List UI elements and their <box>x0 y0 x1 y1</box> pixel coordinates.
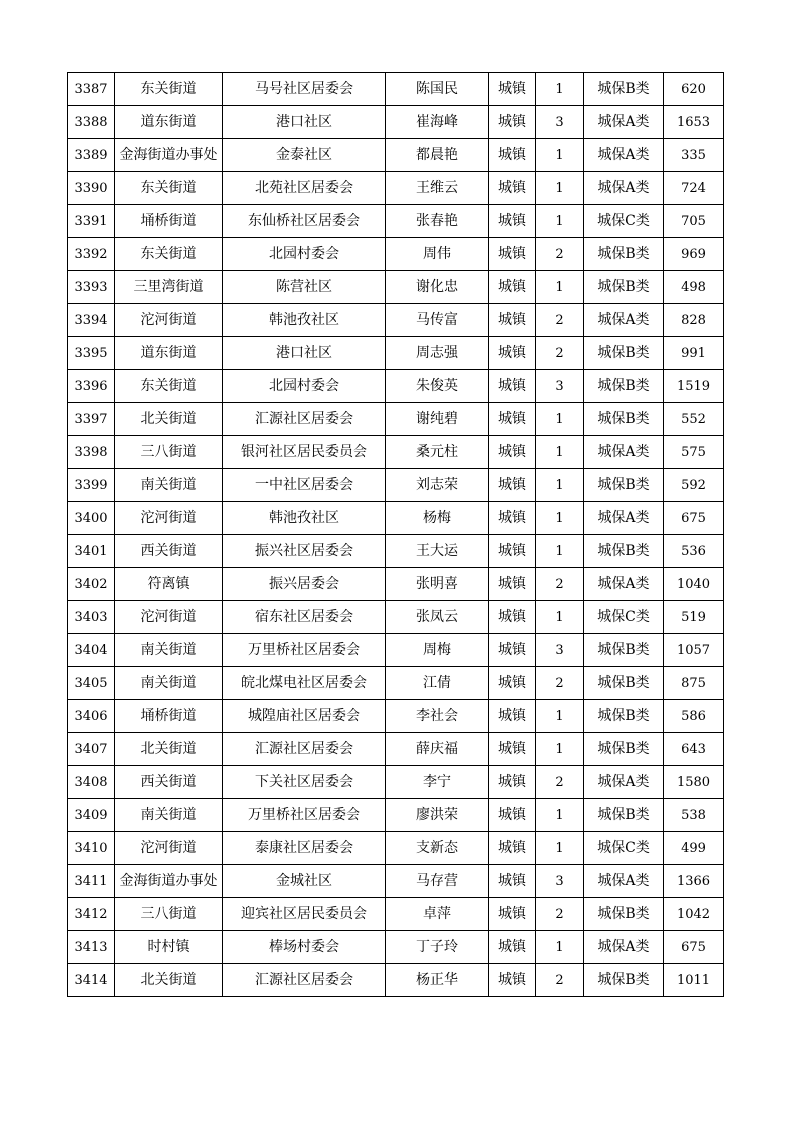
household-count-cell: 2 <box>536 304 584 337</box>
person-name-cell: 李宁 <box>386 766 489 799</box>
street-cell: 东关街道 <box>115 172 223 205</box>
street-cell: 东关街道 <box>115 238 223 271</box>
street-cell: 东关街道 <box>115 370 223 403</box>
household-count-cell: 1 <box>536 469 584 502</box>
community-cell: 汇源社区居委会 <box>223 964 386 997</box>
community-cell: 一中社区居委会 <box>223 469 386 502</box>
community-cell: 北园村委会 <box>223 370 386 403</box>
street-cell: 道东街道 <box>115 337 223 370</box>
area-type-cell: 城镇 <box>489 403 536 436</box>
community-cell: 北园村委会 <box>223 238 386 271</box>
record-id-cell: 3389 <box>68 139 115 172</box>
amount-cell: 575 <box>664 436 724 469</box>
person-name-cell: 王维云 <box>386 172 489 205</box>
area-type-cell: 城镇 <box>489 370 536 403</box>
category-cell: 城保B类 <box>584 799 664 832</box>
household-count-cell: 1 <box>536 172 584 205</box>
category-cell: 城保B类 <box>584 469 664 502</box>
amount-cell: 335 <box>664 139 724 172</box>
table-row <box>68 271 724 304</box>
area-type-cell: 城镇 <box>489 502 536 535</box>
area-type-cell: 城镇 <box>489 139 536 172</box>
street-cell: 南关街道 <box>115 667 223 700</box>
area-type-cell: 城镇 <box>489 238 536 271</box>
household-count-cell: 1 <box>536 700 584 733</box>
person-name-cell: 李社会 <box>386 700 489 733</box>
table-row <box>68 733 724 766</box>
person-name-cell: 支新态 <box>386 832 489 865</box>
record-id-cell: 3412 <box>68 898 115 931</box>
table-row <box>68 238 724 271</box>
community-cell: 汇源社区居委会 <box>223 403 386 436</box>
household-count-cell: 2 <box>536 667 584 700</box>
table-row <box>68 634 724 667</box>
area-type-cell: 城镇 <box>489 667 536 700</box>
record-id-cell: 3396 <box>68 370 115 403</box>
amount-cell: 538 <box>664 799 724 832</box>
street-cell: 沱河街道 <box>115 304 223 337</box>
amount-cell: 1366 <box>664 865 724 898</box>
person-name-cell: 杨正华 <box>386 964 489 997</box>
person-name-cell: 桑元柱 <box>386 436 489 469</box>
table-row <box>68 535 724 568</box>
amount-cell: 498 <box>664 271 724 304</box>
category-cell: 城保C类 <box>584 832 664 865</box>
street-cell: 北关街道 <box>115 964 223 997</box>
amount-cell: 875 <box>664 667 724 700</box>
area-type-cell: 城镇 <box>489 271 536 304</box>
table-row <box>68 898 724 931</box>
street-cell: 南关街道 <box>115 469 223 502</box>
amount-cell: 1011 <box>664 964 724 997</box>
table-row <box>68 832 724 865</box>
category-cell: 城保A类 <box>584 172 664 205</box>
category-cell: 城保B类 <box>584 667 664 700</box>
record-id-cell: 3409 <box>68 799 115 832</box>
person-name-cell: 马传富 <box>386 304 489 337</box>
category-cell: 城保A类 <box>584 502 664 535</box>
category-cell: 城保B类 <box>584 403 664 436</box>
area-type-cell: 城镇 <box>489 898 536 931</box>
person-name-cell: 丁子玲 <box>386 931 489 964</box>
area-type-cell: 城镇 <box>489 73 536 106</box>
street-cell: 三里湾街道 <box>115 271 223 304</box>
community-cell: 韩池孜社区 <box>223 304 386 337</box>
street-cell: 道东街道 <box>115 106 223 139</box>
community-cell: 振兴社区居委会 <box>223 535 386 568</box>
household-count-cell: 1 <box>536 832 584 865</box>
person-name-cell: 谢纯碧 <box>386 403 489 436</box>
community-cell: 振兴居委会 <box>223 568 386 601</box>
person-name-cell: 王大运 <box>386 535 489 568</box>
record-id-cell: 3407 <box>68 733 115 766</box>
amount-cell: 536 <box>664 535 724 568</box>
amount-cell: 1580 <box>664 766 724 799</box>
record-id-cell: 3399 <box>68 469 115 502</box>
table-row <box>68 139 724 172</box>
table-row <box>68 799 724 832</box>
category-cell: 城保B类 <box>584 634 664 667</box>
amount-cell: 991 <box>664 337 724 370</box>
person-name-cell: 周伟 <box>386 238 489 271</box>
street-cell: 沱河街道 <box>115 601 223 634</box>
community-cell: 韩池孜社区 <box>223 502 386 535</box>
amount-cell: 620 <box>664 73 724 106</box>
community-cell: 城隍庙社区居委会 <box>223 700 386 733</box>
street-cell: 南关街道 <box>115 799 223 832</box>
record-id-cell: 3391 <box>68 205 115 238</box>
amount-cell: 675 <box>664 931 724 964</box>
household-count-cell: 2 <box>536 568 584 601</box>
record-id-cell: 3413 <box>68 931 115 964</box>
community-cell: 金泰社区 <box>223 139 386 172</box>
person-name-cell: 朱俊英 <box>386 370 489 403</box>
area-type-cell: 城镇 <box>489 568 536 601</box>
area-type-cell: 城镇 <box>489 436 536 469</box>
amount-cell: 552 <box>664 403 724 436</box>
amount-cell: 828 <box>664 304 724 337</box>
table-row <box>68 766 724 799</box>
person-name-cell: 卓萍 <box>386 898 489 931</box>
amount-cell: 1519 <box>664 370 724 403</box>
record-id-cell: 3392 <box>68 238 115 271</box>
street-cell: 东关街道 <box>115 73 223 106</box>
household-count-cell: 3 <box>536 865 584 898</box>
household-count-cell: 1 <box>536 271 584 304</box>
records-table <box>67 72 724 997</box>
records-body <box>68 73 724 997</box>
record-id-cell: 3404 <box>68 634 115 667</box>
person-name-cell: 张明喜 <box>386 568 489 601</box>
household-count-cell: 2 <box>536 766 584 799</box>
category-cell: 城保B类 <box>584 73 664 106</box>
person-name-cell: 崔海峰 <box>386 106 489 139</box>
community-cell: 皖北煤电社区居委会 <box>223 667 386 700</box>
community-cell: 金城社区 <box>223 865 386 898</box>
table-row <box>68 568 724 601</box>
amount-cell: 643 <box>664 733 724 766</box>
category-cell: 城保B类 <box>584 337 664 370</box>
category-cell: 城保B类 <box>584 535 664 568</box>
amount-cell: 499 <box>664 832 724 865</box>
area-type-cell: 城镇 <box>489 469 536 502</box>
amount-cell: 1040 <box>664 568 724 601</box>
street-cell: 三八街道 <box>115 898 223 931</box>
community-cell: 万里桥社区居委会 <box>223 634 386 667</box>
community-cell: 泰康社区居委会 <box>223 832 386 865</box>
area-type-cell: 城镇 <box>489 304 536 337</box>
street-cell: 埇桥街道 <box>115 700 223 733</box>
amount-cell: 1042 <box>664 898 724 931</box>
community-cell: 宿东社区居委会 <box>223 601 386 634</box>
person-name-cell: 张凤云 <box>386 601 489 634</box>
record-id-cell: 3402 <box>68 568 115 601</box>
community-cell: 东仙桥社区居委会 <box>223 205 386 238</box>
street-cell: 金海街道办事处 <box>115 139 223 172</box>
household-count-cell: 3 <box>536 634 584 667</box>
area-type-cell: 城镇 <box>489 700 536 733</box>
record-id-cell: 3398 <box>68 436 115 469</box>
household-count-cell: 2 <box>536 238 584 271</box>
street-cell: 时村镇 <box>115 931 223 964</box>
category-cell: 城保B类 <box>584 370 664 403</box>
area-type-cell: 城镇 <box>489 205 536 238</box>
record-id-cell: 3408 <box>68 766 115 799</box>
area-type-cell: 城镇 <box>489 172 536 205</box>
person-name-cell: 谢化忠 <box>386 271 489 304</box>
record-id-cell: 3410 <box>68 832 115 865</box>
person-name-cell: 江倩 <box>386 667 489 700</box>
table-row <box>68 502 724 535</box>
amount-cell: 705 <box>664 205 724 238</box>
amount-cell: 519 <box>664 601 724 634</box>
household-count-cell: 2 <box>536 964 584 997</box>
area-type-cell: 城镇 <box>489 766 536 799</box>
street-cell: 金海街道办事处 <box>115 865 223 898</box>
area-type-cell: 城镇 <box>489 535 536 568</box>
table-row <box>68 205 724 238</box>
category-cell: 城保A类 <box>584 931 664 964</box>
category-cell: 城保A类 <box>584 865 664 898</box>
area-type-cell: 城镇 <box>489 106 536 139</box>
record-id-cell: 3400 <box>68 502 115 535</box>
community-cell: 下关社区居委会 <box>223 766 386 799</box>
category-cell: 城保B类 <box>584 700 664 733</box>
community-cell: 迎宾社区居民委员会 <box>223 898 386 931</box>
category-cell: 城保A类 <box>584 304 664 337</box>
area-type-cell: 城镇 <box>489 832 536 865</box>
household-count-cell: 1 <box>536 139 584 172</box>
street-cell: 北关街道 <box>115 733 223 766</box>
person-name-cell: 杨梅 <box>386 502 489 535</box>
table-row <box>68 304 724 337</box>
street-cell: 西关街道 <box>115 766 223 799</box>
table-row <box>68 73 724 106</box>
amount-cell: 592 <box>664 469 724 502</box>
household-count-cell: 1 <box>536 436 584 469</box>
category-cell: 城保A类 <box>584 139 664 172</box>
category-cell: 城保B类 <box>584 964 664 997</box>
record-id-cell: 3397 <box>68 403 115 436</box>
household-count-cell: 1 <box>536 502 584 535</box>
table-row <box>68 370 724 403</box>
person-name-cell: 陈国民 <box>386 73 489 106</box>
person-name-cell: 廖洪荣 <box>386 799 489 832</box>
person-name-cell: 周梅 <box>386 634 489 667</box>
household-count-cell: 1 <box>536 931 584 964</box>
category-cell: 城保C类 <box>584 205 664 238</box>
area-type-cell: 城镇 <box>489 964 536 997</box>
household-count-cell: 3 <box>536 370 584 403</box>
amount-cell: 1057 <box>664 634 724 667</box>
category-cell: 城保A类 <box>584 106 664 139</box>
record-id-cell: 3388 <box>68 106 115 139</box>
category-cell: 城保B类 <box>584 898 664 931</box>
category-cell: 城保C类 <box>584 601 664 634</box>
household-count-cell: 1 <box>536 205 584 238</box>
household-count-cell: 1 <box>536 535 584 568</box>
amount-cell: 586 <box>664 700 724 733</box>
community-cell: 汇源社区居委会 <box>223 733 386 766</box>
area-type-cell: 城镇 <box>489 865 536 898</box>
record-id-cell: 3401 <box>68 535 115 568</box>
area-type-cell: 城镇 <box>489 634 536 667</box>
record-id-cell: 3405 <box>68 667 115 700</box>
table-row <box>68 700 724 733</box>
person-name-cell: 刘志荣 <box>386 469 489 502</box>
household-count-cell: 1 <box>536 601 584 634</box>
household-count-cell: 1 <box>536 733 584 766</box>
community-cell: 港口社区 <box>223 337 386 370</box>
table-row <box>68 172 724 205</box>
area-type-cell: 城镇 <box>489 601 536 634</box>
table-row <box>68 106 724 139</box>
household-count-cell: 2 <box>536 337 584 370</box>
table-row <box>68 964 724 997</box>
amount-cell: 675 <box>664 502 724 535</box>
category-cell: 城保B类 <box>584 238 664 271</box>
household-count-cell: 3 <box>536 106 584 139</box>
area-type-cell: 城镇 <box>489 337 536 370</box>
street-cell: 埇桥街道 <box>115 205 223 238</box>
record-id-cell: 3390 <box>68 172 115 205</box>
table-row <box>68 667 724 700</box>
street-cell: 西关街道 <box>115 535 223 568</box>
community-cell: 港口社区 <box>223 106 386 139</box>
table-row <box>68 865 724 898</box>
category-cell: 城保B类 <box>584 271 664 304</box>
street-cell: 南关街道 <box>115 634 223 667</box>
street-cell: 北关街道 <box>115 403 223 436</box>
record-id-cell: 3414 <box>68 964 115 997</box>
table-row <box>68 469 724 502</box>
area-type-cell: 城镇 <box>489 799 536 832</box>
street-cell: 沱河街道 <box>115 832 223 865</box>
table-row <box>68 601 724 634</box>
record-id-cell: 3395 <box>68 337 115 370</box>
person-name-cell: 马存营 <box>386 865 489 898</box>
record-id-cell: 3387 <box>68 73 115 106</box>
category-cell: 城保A类 <box>584 568 664 601</box>
area-type-cell: 城镇 <box>489 733 536 766</box>
community-cell: 银河社区居民委员会 <box>223 436 386 469</box>
table-row <box>68 337 724 370</box>
amount-cell: 1653 <box>664 106 724 139</box>
household-count-cell: 1 <box>536 799 584 832</box>
community-cell: 北苑社区居委会 <box>223 172 386 205</box>
community-cell: 陈营社区 <box>223 271 386 304</box>
person-name-cell: 薛庆福 <box>386 733 489 766</box>
table-row <box>68 931 724 964</box>
category-cell: 城保B类 <box>584 733 664 766</box>
record-id-cell: 3393 <box>68 271 115 304</box>
record-id-cell: 3394 <box>68 304 115 337</box>
household-count-cell: 1 <box>536 403 584 436</box>
category-cell: 城保A类 <box>584 766 664 799</box>
street-cell: 三八街道 <box>115 436 223 469</box>
amount-cell: 724 <box>664 172 724 205</box>
community-cell: 棒场村委会 <box>223 931 386 964</box>
street-cell: 符离镇 <box>115 568 223 601</box>
table-row <box>68 436 724 469</box>
record-id-cell: 3411 <box>68 865 115 898</box>
street-cell: 沱河街道 <box>115 502 223 535</box>
household-count-cell: 2 <box>536 898 584 931</box>
community-cell: 马号社区居委会 <box>223 73 386 106</box>
category-cell: 城保A类 <box>584 436 664 469</box>
record-id-cell: 3403 <box>68 601 115 634</box>
person-name-cell: 都晨艳 <box>386 139 489 172</box>
table-row <box>68 403 724 436</box>
community-cell: 万里桥社区居委会 <box>223 799 386 832</box>
person-name-cell: 张春艳 <box>386 205 489 238</box>
household-count-cell: 1 <box>536 73 584 106</box>
area-type-cell: 城镇 <box>489 931 536 964</box>
record-id-cell: 3406 <box>68 700 115 733</box>
amount-cell: 969 <box>664 238 724 271</box>
person-name-cell: 周志强 <box>386 337 489 370</box>
